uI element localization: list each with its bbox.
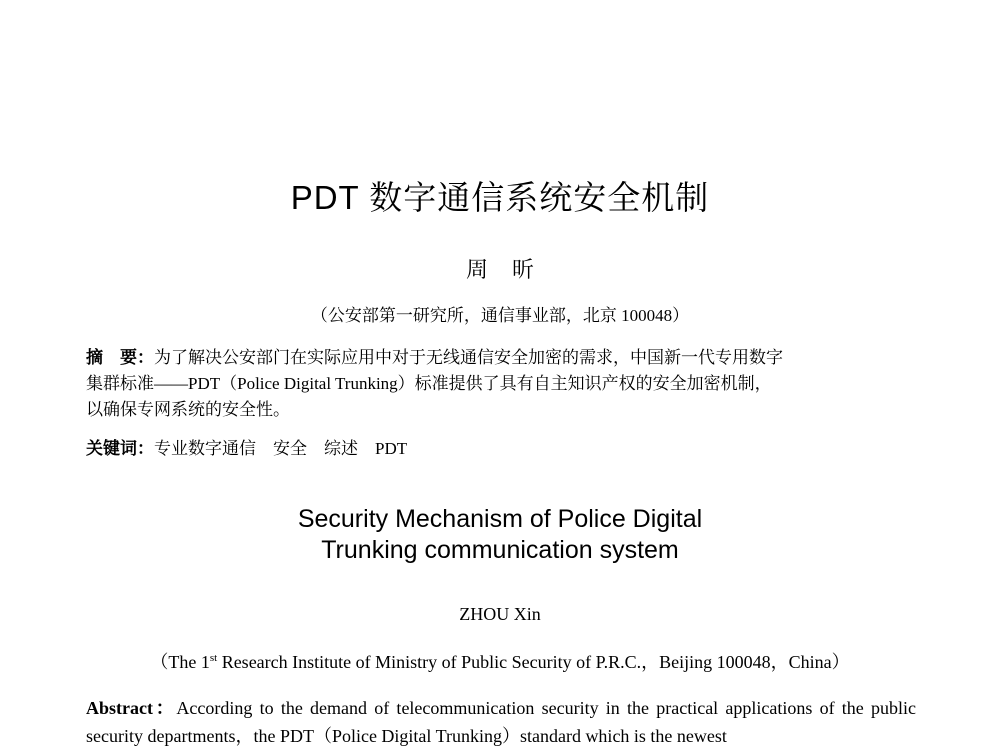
- affiliation-english: [0, 648, 1000, 674]
- affiliation-superscript: st: [209, 652, 218, 664]
- affiliation-rest: Research Institute of Ministry of Public Security of P.R.C.，Beijing 100048，China）: [217, 652, 850, 672]
- abstract-line-3: 以确保专网系统的安全性。: [86, 400, 290, 419]
- author-surname: 周: [465, 257, 488, 282]
- abstract-english: [86, 694, 916, 750]
- paper-title-english: [0, 504, 1000, 566]
- author-english: ZHOU Xin: [459, 604, 541, 624]
- title-en-line-1: Security Mechanism of Police Digital: [297, 505, 703, 533]
- abstract-chinese: [86, 345, 916, 423]
- keywords-label: 关键词：: [86, 439, 154, 458]
- author-given-name: 昕: [512, 257, 535, 282]
- abstract-en-colon: ：: [152, 698, 177, 718]
- paper-title-chinese: PDT 数字通信系统安全机制: [290, 179, 710, 216]
- affiliation-chinese: （公安部第一研究所，通信事业部，北京 100048）: [310, 306, 690, 325]
- title-en-line-2: Trunking communication system: [321, 536, 679, 564]
- author-chinese: [0, 253, 1000, 284]
- abstract-en-text: According to the demand of telecommunication security in the practical applications of the public security departments，the PDT（Police Digital Trunking）standard which is the newest: [86, 698, 916, 746]
- abstract-text: 为了解决公安部门在实际应用中对于无线通信安全加密的需求，中国新一代专用数字: [154, 348, 783, 367]
- keywords-chinese: [86, 436, 916, 462]
- keywords-text: 专业数字通信 安全 综述 PDT: [154, 439, 408, 458]
- abstract-line-2: 集群标准——PDT（Police Digital Trunking）标准提供了具有自主知识产权的安全加密机制，: [86, 374, 772, 393]
- abstract-label: 摘 要：: [86, 348, 154, 367]
- abstract-line-1: [86, 345, 916, 371]
- affiliation-prefix: （The 1: [150, 652, 210, 672]
- abstract-en-label: Abstract: [86, 698, 153, 718]
